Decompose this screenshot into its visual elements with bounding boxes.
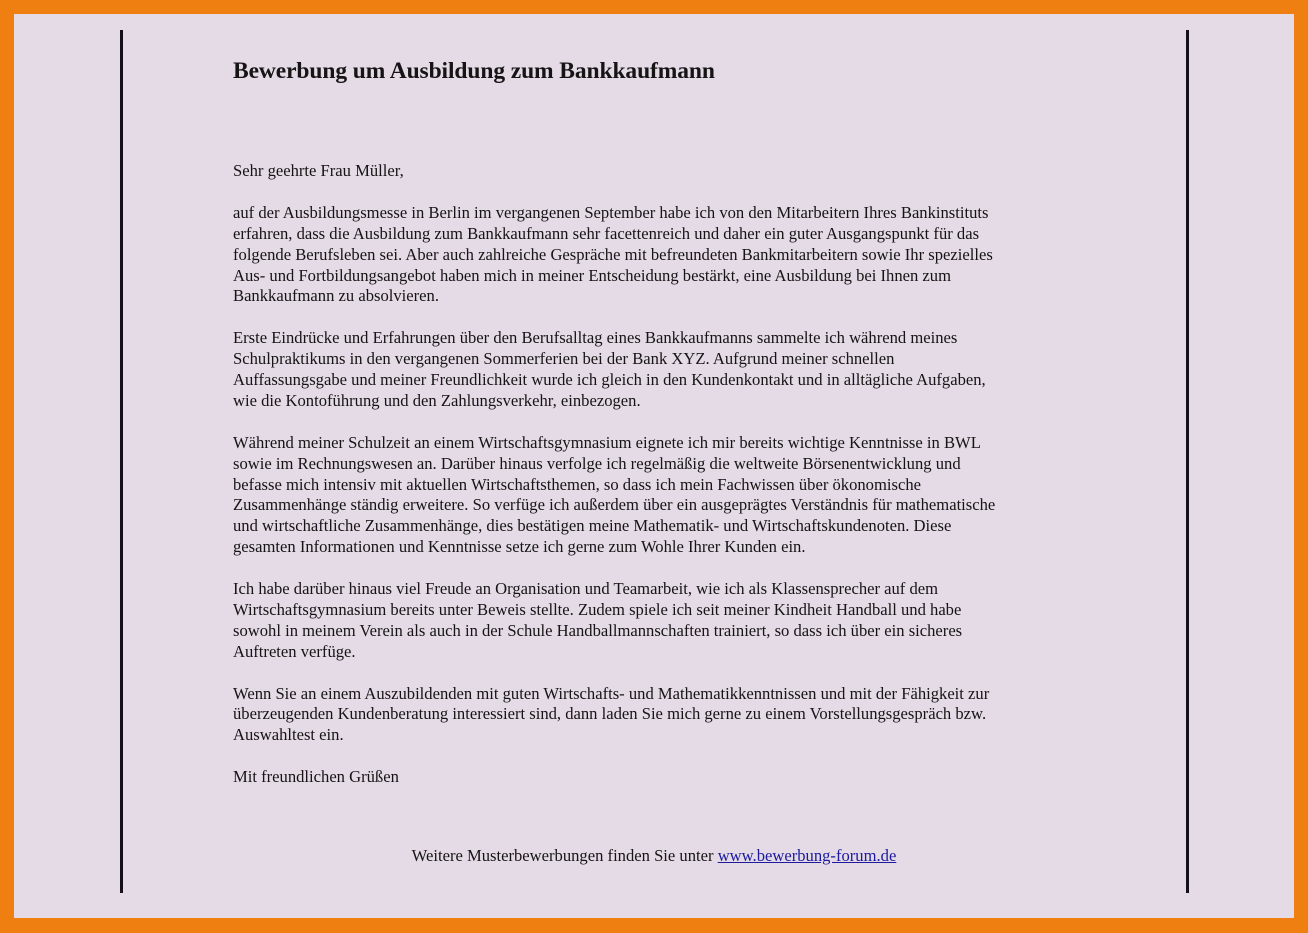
- left-margin-rule: [120, 30, 123, 893]
- text-line: und wirtschaftliche Zusammenhänge, dies bestätigen meine Mathematik- und Wirtschaftskundenoten. Diese: [233, 516, 952, 536]
- paragraph-4: [233, 579, 1093, 663]
- text-line: Aus- und Fortbildungsangebot haben mich in meiner Entscheidung bestärkt, eine Ausbildung bei Ihnen zum: [233, 265, 952, 285]
- text-line: gesamten Informationen und Kenntnisse setze ich gerne zum Wohle Ihrer Kunden ein.: [233, 537, 806, 557]
- text-line: Bankkaufmann zu absolvieren.: [233, 286, 439, 306]
- paragraph-3: [233, 433, 1093, 558]
- text-line: Wirtschaftsgymnasium bereits unter Beweis stellte. Zudem spiele ich seit meiner Kindheit Handball und habe: [233, 599, 962, 619]
- paragraph-2: [233, 328, 1093, 412]
- document-page: [14, 14, 1294, 918]
- text-line: wie die Kontoführung und den Zahlungsverkehr, einbezogen.: [233, 390, 641, 410]
- text-line: sowohl in meinem Verein als auch in der Schule Handballmannschaften trainiert, so dass ich über ein sicheres: [233, 620, 963, 640]
- letter-title: Bewerbung um Ausbildung zum Bankkaufmann: [233, 58, 715, 84]
- text-line: folgende Berufsleben sei. Aber auch zahlreiche Gespräche mit befreundeten Bankmitarbeitern sowie Ihr spezielles: [233, 244, 993, 264]
- text-line: Auffassungsgabe und meiner Freundlichkeit wurde ich gleich in den Kundenkontakt und in alltägliche Aufgaben,: [233, 370, 986, 390]
- footer-note: [14, 846, 1294, 866]
- right-margin-rule: [1186, 30, 1189, 893]
- text-line: Erste Eindrücke und Erfahrungen über den Berufsalltag eines Bankkaufmanns sammelte ich während meines: [233, 328, 958, 348]
- text-line: Zusammenhänge ständig erweitere. So verfüge ich außerdem über ein ausgeprägtes Verständnis für mathematische: [233, 495, 996, 515]
- text-line: überzeugenden Kundenberatung interessiert sind, dann laden Sie mich gerne zu einem Vorstellungsgespräch bzw.: [233, 704, 987, 724]
- text-line: sowie im Rechnungswesen an. Darüber hinaus verfolge ich regelmäßig die weltweite Börsenentwicklung und: [233, 453, 961, 473]
- text-line: auf der Ausbildungsmesse in Berlin im vergangenen September habe ich von den Mitarbeitern Ihres Bankinstituts: [233, 202, 989, 222]
- text-line: Auftreten verfüge.: [233, 641, 356, 661]
- closing: Mit freundlichen Grüßen: [233, 767, 399, 787]
- paragraph-5: [233, 684, 1093, 747]
- text-line: befasse mich intensiv mit aktuellen Wirtschaftsthemen, so dass ich mein Fachwissen über ökonomische: [233, 474, 921, 494]
- text-line: Ich habe darüber hinaus viel Freude an Organisation und Teamarbeit, wie ich als Klassensprecher auf dem: [233, 579, 939, 599]
- letter-body: [233, 161, 1093, 809]
- text-line: Wenn Sie an einem Auszubildenden mit guten Wirtschafts- und Mathematikkenntnissen und mit der Fähigkeit zur: [233, 683, 990, 703]
- text-line: Schulpraktikums in den vergangenen Sommerferien bei der Bank XYZ. Aufgrund meiner schnellen: [233, 349, 895, 369]
- paragraph-1: [233, 203, 1093, 308]
- salutation: Sehr geehrte Frau Müller,: [233, 161, 404, 180]
- text-line: erfahren, dass die Ausbildung zum Bankkaufmann sehr facettenreich und daher ein guter Ausgangspunkt für das: [233, 223, 980, 243]
- text-line: Auswahltest ein.: [233, 725, 344, 745]
- bewerbung-forum-link[interactable]: www.bewerbung-forum.de: [717, 846, 897, 865]
- text-line: Während meiner Schulzeit an einem Wirtschaftsgymnasium eignete ich mir bereits wichtige Kenntnisse in BWL: [233, 432, 981, 452]
- footer-text: Weitere Musterbewerbungen finden Sie unter: [411, 846, 718, 865]
